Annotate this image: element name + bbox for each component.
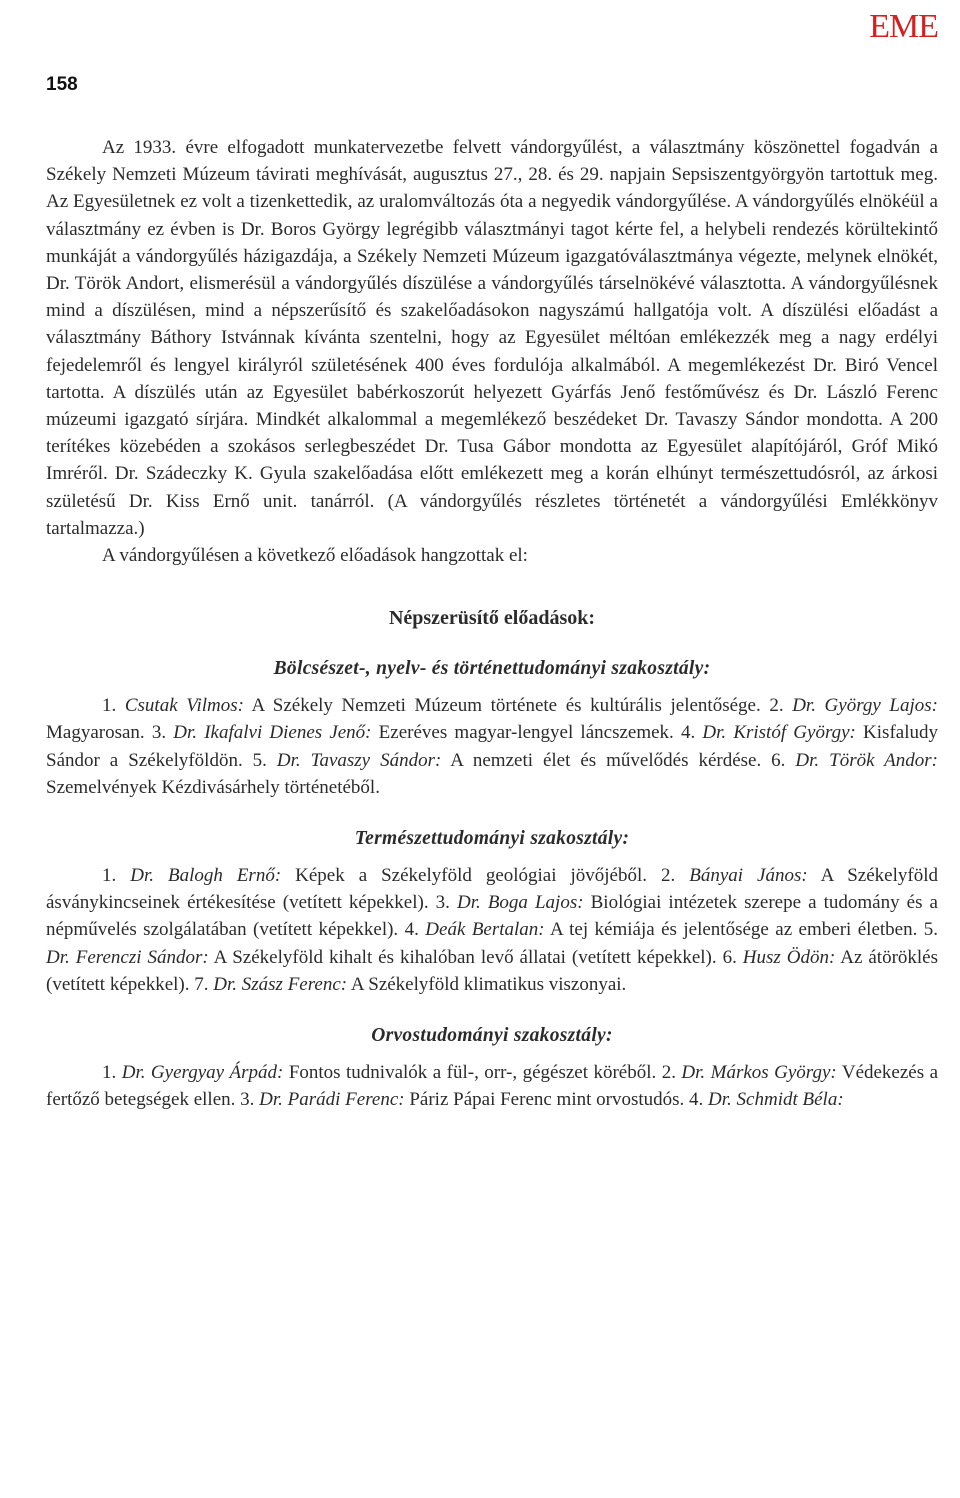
- lecture-text: A Székely Nemzeti Múzeum története és kultúrális jelentősége. 2.: [243, 695, 793, 717]
- lecture-text: A nemzeti élet és művelődés kérdése. 6.: [441, 749, 796, 771]
- lecture-text: Biológiai intézetek szerepe a tudomány és a népművelés szolgálatában (vetített képekkel). 4.: [46, 892, 938, 941]
- lecture-text: A Székelyföld klimatikus viszonyai.: [347, 973, 627, 995]
- lecture-text: Védekezés a fertőző betegségek ellen. 3.: [46, 1062, 939, 1111]
- speaker-name: Dr. Ferenczi Sándor:: [46, 946, 209, 968]
- speaker-name: Dr. Parádi Ferenc:: [259, 1089, 405, 1111]
- speaker-name: Dr. Szász Ferenc:: [213, 973, 348, 995]
- lecture-text: A Székelyföld ásványkincseinek értékesítése (vetített képekkel). 3.: [46, 865, 938, 914]
- lecture-text: Magyarosan. 3.: [46, 722, 174, 744]
- speaker-name: Bányai János:: [689, 865, 808, 887]
- eme-logo: EME: [869, 8, 938, 45]
- intro-paragraph: Az 1933. évre elfogadott munkatervezetbe felvett vándorgyűlést, a választmány köszönettel fogadván a Székely Nemzeti Múzeum távirati meghívását, augusztus 27., 28. és 29. napjain Sepsiszentgyörgyön tartottuk meg. Az Egyesületnek ez volt a tizenkettedik, az uralomváltozás óta a negyedik vándorgyűlése. A vándorgyűlés elnökéül a választmány ez évben is Dr. Boros György legrégibb választmányi tagot kérte fel, a helybeli rendezés körültekintő munkáját a vándorgyűlés házigazdája, a Székely Nemzeti Múzeum igazgatóválasztmánya végezte, melynek elnökét, Dr. Török Andort, elismerésül a vándorgyűlés díszülése a vándorgyűlés társelnökévé választotta. A vándorgyűlésnek mind a díszülésen, mind a népszerűsítő és szakelőadásokon nagyszámú hallgatója volt. A díszülési előadást a választmány Báthory Istvánnak kívánta szentelni, hogy az Egyesület méltóan emlékezzék meg a nagy erdélyi fejedelemről és lengyel királyról születésének 400 éves fordulója alkalmából. A megemlékezést Dr. Biró Vencel tartotta. A díszülés után az Egyesület babérkoszorút helyezett Gyárfás Jenő festőművész és Dr. László Ferenc múzeumi igazgató sírjára. Mindkét alkalommal a megemlékező beszédeket Dr. Tavaszy Sándor mondotta. A 200 terítékes közebéden a szokásos serlegbeszédet Dr. Tusa Gábor mondotta az Egyesület alapítójáról, Gróf Mikó Imréről. Dr. Szádeczky K. Gyula szakelőadása előtt emlékezett meg a korán elhúnyt természettudósról, az árkosi születésű Dr. Kiss Ernő unit. tanárról. (A vándorgyűlés részletes történetét a vándorgyűlési Emlékkönyv tartalmazza.): [46, 137, 938, 539]
- lecture-text: Páriz Pápai Ferenc mint orvostudós. 4.: [404, 1089, 709, 1111]
- section-medicine-lectures: [46, 1059, 938, 1113]
- lecture-text: A Székelyföld kihalt és kihalóban levő állatai (vetített képekkel). 6.: [208, 946, 743, 968]
- speaker-name: Dr. György Lajos:: [792, 695, 938, 717]
- lecture-text: 1.: [102, 695, 125, 717]
- lecture-text: 1.: [102, 865, 131, 887]
- page-number: 158: [46, 74, 78, 95]
- section-title-humanities: Bölcsészet-, nyelv- és történettudományi szakosztály:: [273, 658, 711, 680]
- speaker-name: Husz Ödön:: [742, 946, 836, 968]
- speaker-name: Deák Bertalan:: [425, 919, 545, 941]
- speaker-name: Dr. Gyergyay Árpád:: [121, 1062, 284, 1084]
- speaker-name: Dr. Ikafalvi Dienes Jenő:: [173, 722, 372, 744]
- lecture-text: A tej kémiája és jelentősége az emberi életben. 5.: [544, 919, 939, 941]
- lecture-text: Ezeréves magyar-lengyel láncszemek. 4.: [371, 722, 703, 744]
- lecture-text: 1.: [102, 1062, 122, 1084]
- section-natural-sciences-lectures: [46, 862, 938, 998]
- lectures-intro: A vándorgyűlésen a következő előadások hangzottak el:: [102, 545, 528, 567]
- section-title-natural-sciences: Természettudományi szakosztály:: [354, 828, 630, 850]
- lecture-text: Fontos tudnivalók a fül-, orr-, gégészet köréből. 2.: [283, 1062, 682, 1084]
- lecture-text: Képek a Székelyföld geológiai jövőjéből. 2.: [281, 865, 690, 887]
- lecture-text: Az átöröklés (vetített képekkel). 7.: [46, 946, 939, 995]
- lecture-text: Szemelvények Kézdivásárhely történetéből.: [46, 776, 380, 798]
- page-body: [46, 134, 938, 1113]
- section-humanities-lectures: [46, 692, 938, 801]
- speaker-name: Dr. Márkos György:: [681, 1062, 837, 1084]
- speaker-name: Dr. Kristóf György:: [702, 722, 856, 744]
- speaker-name: Dr. Schmidt Béla:: [708, 1089, 844, 1111]
- speaker-name: Dr. Török Andor:: [795, 749, 938, 771]
- speaker-name: Csutak Vilmos:: [124, 695, 244, 717]
- section-title-medicine: Orvostudományi szakosztály:: [371, 1025, 613, 1047]
- speaker-name: Dr. Boga Lajos:: [456, 892, 584, 914]
- popular-lectures-heading: Népszerüsítő előadások:: [388, 607, 596, 630]
- speaker-name: Dr. Tavaszy Sándor:: [276, 749, 442, 771]
- speaker-name: Dr. Balogh Ernő:: [130, 865, 282, 887]
- lecture-text: Kisfaludy Sándor a Székelyföldön. 5.: [46, 722, 938, 771]
